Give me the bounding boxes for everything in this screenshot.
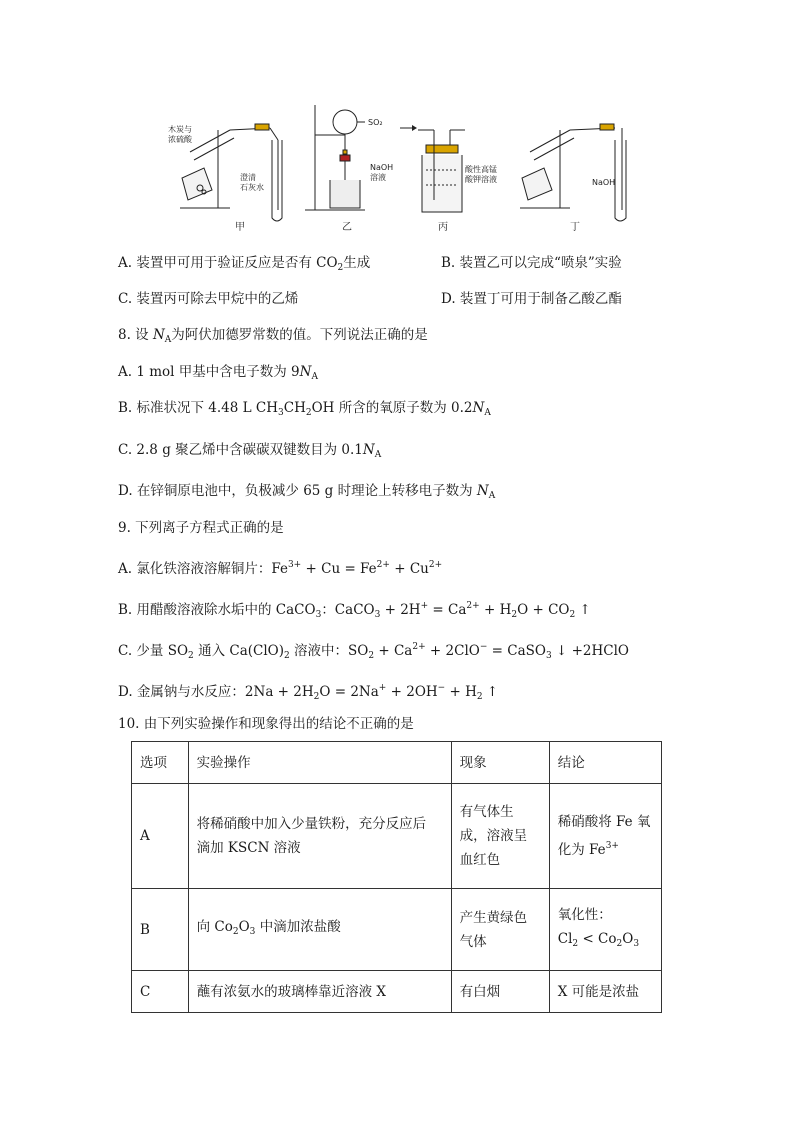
- label-naoh: NaOH: [592, 178, 616, 187]
- apparatus-bing: [418, 130, 465, 212]
- caption-yi: 乙: [342, 222, 352, 233]
- apparatus-figure: [160, 100, 640, 235]
- header-operation: 实验操作: [188, 742, 451, 784]
- table-row-b: [132, 889, 662, 971]
- label-limewater-line1: 澄清: [240, 173, 256, 182]
- label-charcoal-line1: 木炭与: [168, 125, 192, 134]
- label-charcoal-line2: 浓硫酸: [168, 135, 192, 144]
- row-a-operation: 将稀硝酸中加入少量铁粉，充分反应后 滴加 KSCN 溶液: [188, 784, 451, 889]
- q9-option-c: C. 少量 $SO_2$ 通入 $Ca(ClO)_2$ 溶液中：$SO_2 + Ca^{2+} + 2ClO^-$ = CaSO$_3$ ↓ +2HClO: [118, 642, 630, 661]
- row-b-phenomenon: 产生黄绿色 气体: [451, 889, 549, 971]
- row-b-option: B: [132, 889, 189, 971]
- table-row-c: [132, 971, 662, 1013]
- row-a-phenomenon: 有气体生 成，溶液呈 血红色: [451, 784, 549, 889]
- experiment-table: [131, 741, 662, 1013]
- apparatus-ding: [520, 124, 626, 221]
- label-kmno4-line2: 酸钾溶液: [465, 175, 497, 184]
- q9-option-a: A. 氯化铁溶液溶解铜片：$Fe^{3+} + Cu = Fe^{2+} + Cu^{2+}$: [118, 560, 443, 577]
- q8-option-b: B. 标准状况下 4.48 L $CH_3CH_2OH$ 所含的氧原子数为 $0.2N_A$: [118, 400, 491, 418]
- row-c-phenomenon: 有白烟: [451, 971, 549, 1013]
- q9-stem: 9. 下列离子方程式正确的是: [118, 520, 284, 536]
- row-c-option: C: [132, 971, 189, 1013]
- row-c-operation: 蘸有浓氨水的玻璃棒靠近溶液 X: [188, 971, 451, 1013]
- apparatus-drawing: [160, 100, 640, 235]
- row-b-conclusion: 氧化性： $Cl_2 < Co_2O_3$: [549, 889, 661, 971]
- row-c-conclusion: X 可能是浓盐: [549, 971, 661, 1013]
- row-a-option: A: [132, 784, 189, 889]
- q10-stem: 10. 由下列实验操作和现象得出的结论不正确的是: [118, 716, 414, 732]
- apparatus-jia: [180, 124, 282, 221]
- table-header-row: [132, 742, 662, 784]
- row-a-conclusion: 稀硝酸将 Fe 氧 化为 $Fe^{3+}$: [549, 784, 661, 889]
- q8-option-d: D. 在锌铜原电池中，负极减少 65 g 时理论上转移电子数为 $N_A$: [118, 483, 496, 501]
- table-row-a: [132, 784, 662, 889]
- header-option: 选项: [132, 742, 189, 784]
- header-phenomenon: 现象: [451, 742, 549, 784]
- label-kmno4-line1: 酸性高锰: [465, 165, 497, 174]
- q7-option-d: D. 装置丁可用于制备乙酸乙酯: [441, 291, 622, 307]
- label-limewater-line2: 石灰水: [240, 183, 264, 192]
- q9-option-d: D. 金属钠与水反应：$2Na + 2H_2O = 2Na^+ + 2OH^- + H_2$ ↑: [118, 683, 499, 702]
- q8-option-c: C. 2.8 g 聚乙烯中含碳碳双键数目为 $0.1N_A$: [118, 442, 382, 460]
- q8-stem: 8. 设 $N_A$为阿伏加德罗常数的值。下列说法正确的是: [118, 327, 428, 345]
- label-naoh-solution-line1: NaOH: [370, 163, 394, 172]
- apparatus-yi: [305, 105, 365, 210]
- caption-bing: 丙: [438, 222, 448, 233]
- caption-ding: 丁: [570, 222, 580, 233]
- caption-jia: 甲: [235, 222, 245, 233]
- label-so2: SO₂: [368, 118, 383, 127]
- header-conclusion: 结论: [549, 742, 661, 784]
- q7-option-a: A. 装置甲可用于验证反应是否有 $CO_2$生成: [118, 255, 371, 273]
- q9-option-b: B. 用醋酸溶液除水垢中的 CaCO$_3$：CaCO$_3$ + $2H^+ = Ca^{2+} + H_2O + CO_2$ ↑: [118, 601, 591, 620]
- q8-option-a: A. 1 mol 甲基中含电子数为 $9N_A$: [118, 364, 318, 382]
- label-naoh-solution-line2: 溶液: [370, 173, 386, 182]
- q7-option-b: B. 装置乙可以完成“喷泉”实验: [441, 255, 622, 271]
- row-b-operation: 向 $Co_2O_3$ 中滴加浓盐酸: [188, 889, 451, 971]
- q7-option-c: C. 装置丙可除去甲烷中的乙烯: [118, 291, 299, 307]
